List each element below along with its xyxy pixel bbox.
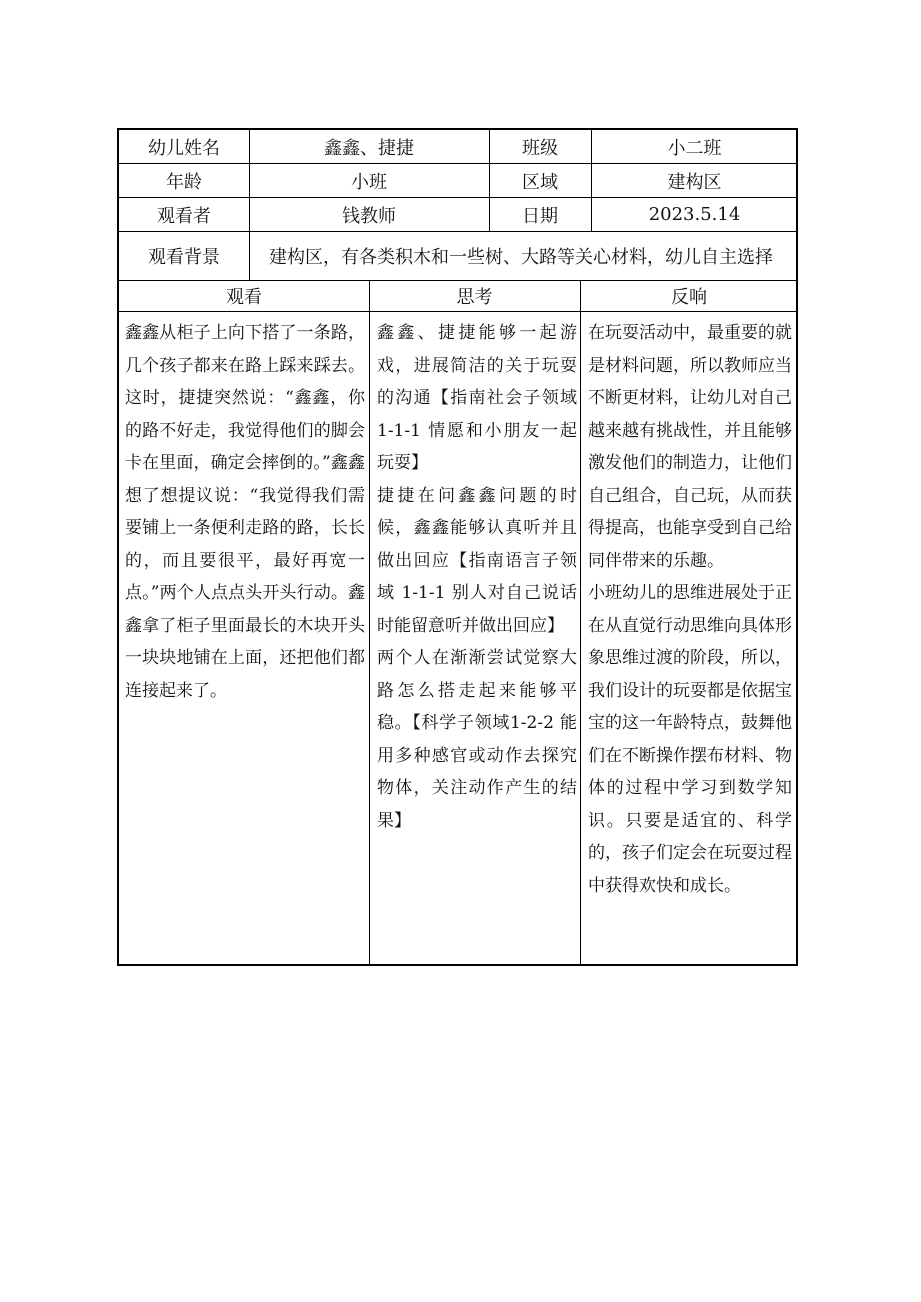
observe-header: 观看: [226, 287, 262, 308]
row-background: [119, 232, 796, 281]
think-header: 思考: [456, 287, 493, 308]
observation-body: [119, 281, 796, 964]
row-name-class: [119, 130, 796, 164]
class-label: 班级: [522, 137, 558, 159]
observer-label: 观看者: [157, 205, 211, 227]
column-divider: [580, 281, 581, 964]
class-value: 小二班: [667, 137, 722, 159]
age-value: 小班: [351, 171, 387, 193]
name-label: 幼儿姓名: [148, 137, 220, 159]
date-value: 2023.5.14: [648, 204, 741, 225]
think-paragraph: 捷捷在问鑫鑫问题的时候，鑫鑫能够认真听并且做出回应【指南语言子领域 1-1-1 别人对自己说话时能留意听并做出回应】: [377, 485, 577, 636]
observe-text: [125, 317, 365, 707]
column-headers: [119, 281, 796, 312]
date-label: 日期: [522, 205, 558, 227]
area-label: 区域: [522, 171, 558, 193]
respond-paragraph: 小班幼儿的思维进展处于正在从直觉行动思维向具体形象思维过渡的阶段，所以，我们设计的玩耍都是依据宝宝的这一年龄特点，鼓舞他们在不断操作摆布材料、物体的过程中学习到数学知识。只要是适宜的、科学的，孩子们定会在玩耍过程中获得欢快和成长。: [588, 583, 792, 896]
name-value: 鑫鑫、捷捷: [324, 137, 414, 159]
divider: [249, 232, 250, 280]
background-value: 建构区，有各类积木和一些树、大路等关心材料，幼儿自主选择: [269, 247, 773, 268]
column-divider: [369, 281, 370, 964]
respond-header: 反响: [671, 287, 707, 308]
respond-paragraph: 在玩耍活动中，最重要的就是材料问题，所以教师应当不断更材料，让幼儿对自己越来越有挑战性，并且能够激发他们的制造力，让他们自己组合，自己玩，从而获得提高，也能享受到自己给同伴带来的乐趣。: [588, 323, 792, 571]
row-age-area: [119, 164, 796, 198]
think-paragraph: 鑫鑫、捷捷能够一起游戏，进展简洁的关于玩耍的沟通【指南社会子领域1-1-1 情愿和小朋友一起玩耍】: [377, 323, 577, 473]
think-text: [377, 317, 577, 837]
observation-record-table: [117, 128, 798, 966]
row-observer-date: [119, 198, 796, 232]
age-label: 年龄: [166, 171, 202, 193]
area-value: 建构区: [667, 171, 722, 193]
think-paragraph: 两个人在渐渐尝试觉察大路怎么搭走起来能够平稳。【科学子领域1-2-2 能用多种感官或动作去探究物体，关注动作产生的结果】: [377, 648, 577, 831]
respond-text: [588, 317, 792, 960]
observe-paragraph: 鑫鑫从柜子上向下搭了一条路，几个孩子都来在路上踩来踩去。这时，捷捷突然说：“鑫鑫，你的路不好走，我觉得他们的脚会卡在里面，确定会摔倒的。”鑫鑫想了想提议说：“我觉得我们需要铺上一条便利走路的路，长长的，而且要很平，最好再宽一点。”两个人点点头开头行动。鑫鑫拿了柜子里面最长的木块开头一块块地铺在上面，还把他们都连接起来了。: [125, 323, 365, 701]
background-label: 观看背景: [148, 247, 220, 268]
observer-value: 钱教师: [342, 205, 396, 227]
